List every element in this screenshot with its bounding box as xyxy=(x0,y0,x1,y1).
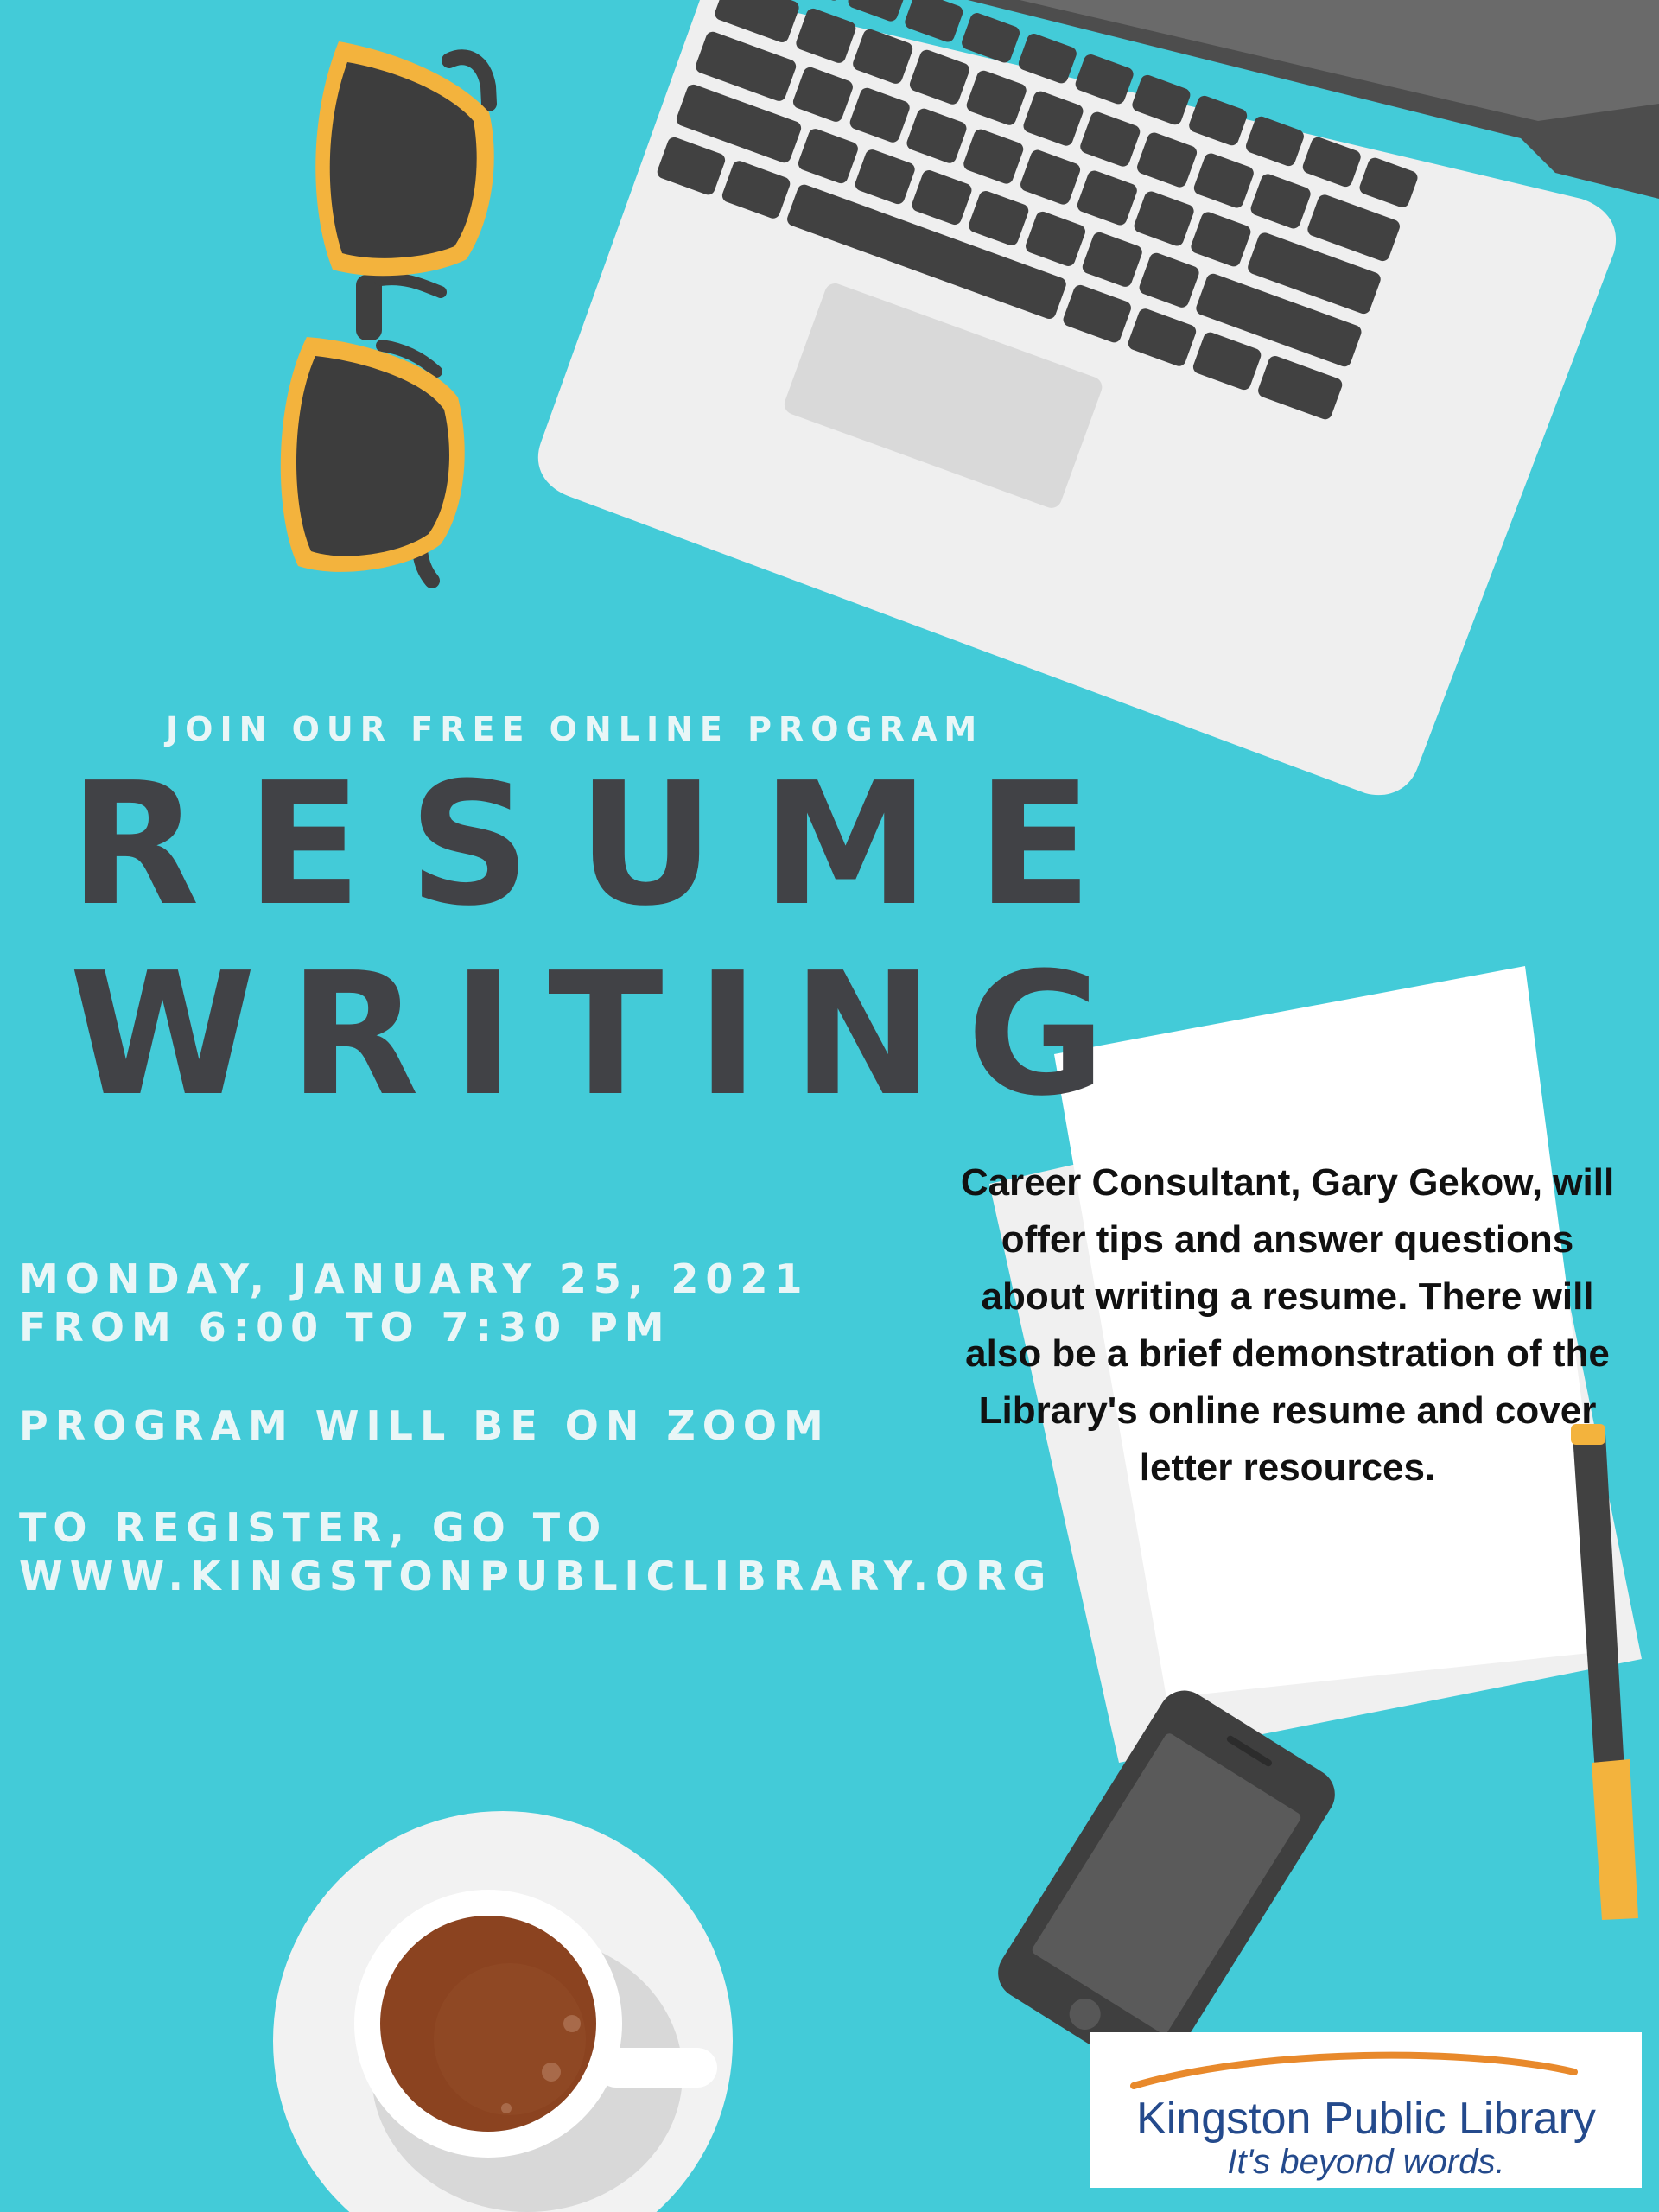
program-description: Career Consultant, Gary Gekow, will offer tips and answer questions about writing a resume. There will also be a brief demonstration of the Library's online resume and cover letter resources. xyxy=(960,1161,1615,1489)
library-logo xyxy=(1090,2032,1642,2188)
logo-arc-icon xyxy=(1090,2032,1642,2093)
platform-text: PROGRAM WILL BE ON ZOOM xyxy=(19,1402,830,1449)
coffee-cup-icon xyxy=(273,1811,733,2212)
sunglasses-icon xyxy=(281,41,494,581)
library-tagline: It's beyond words. xyxy=(1227,2143,1505,2181)
library-name: Kingston Public Library xyxy=(1136,2094,1596,2144)
date-text: MONDAY, JANUARY 25, 2021 xyxy=(19,1255,810,1302)
pen-icon xyxy=(1571,1424,1638,1920)
register-url[interactable]: WWW.KINGSTONPUBLICLIBRARY.ORG xyxy=(19,1553,1053,1599)
smartphone-icon xyxy=(988,1681,1344,2087)
laptop-icon xyxy=(538,0,1659,795)
title-line-1: RESUME xyxy=(69,747,1140,944)
kicker-text: JOIN OUR FREE ONLINE PROGRAM xyxy=(166,710,984,748)
register-text: TO REGISTER, GO TO xyxy=(19,1504,608,1551)
time-text: FROM 6:00 TO 7:30 PM xyxy=(19,1304,671,1351)
title-line-2: WRITING xyxy=(69,937,1139,1134)
